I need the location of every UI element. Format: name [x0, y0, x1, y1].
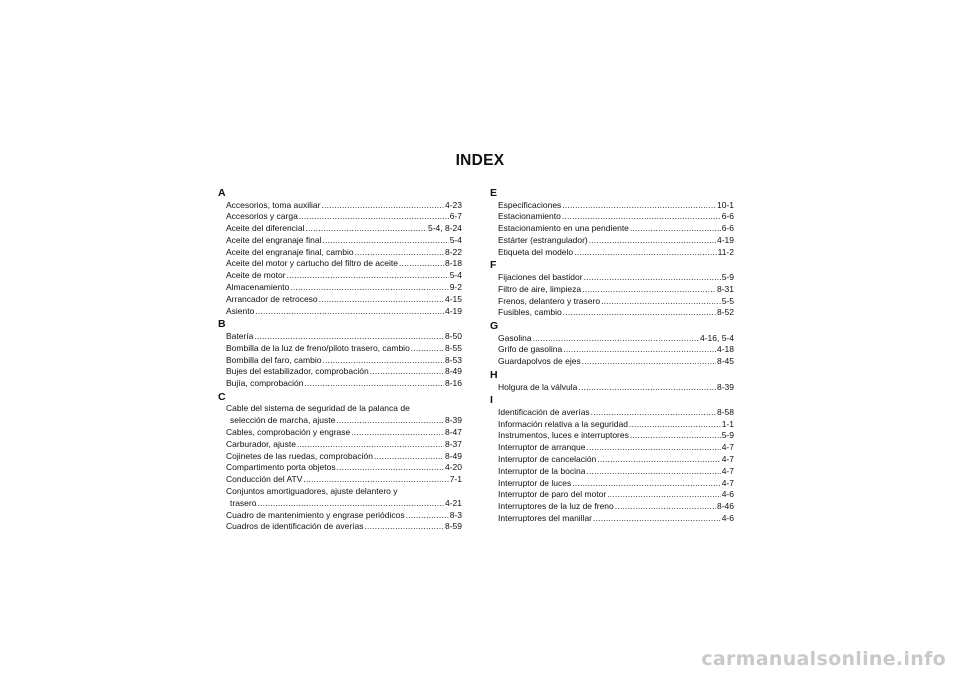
index-entry-page: 6-6	[721, 211, 734, 222]
dot-leader	[593, 513, 721, 525]
index-entry	[218, 200, 462, 212]
dot-leader	[630, 223, 721, 235]
index-entry	[218, 415, 462, 427]
index-entry-page: 8-45	[716, 356, 734, 367]
index-letter-g: G	[490, 320, 499, 333]
index-entry-page: 8-18	[444, 258, 462, 269]
index-entry	[490, 466, 734, 478]
index-entry-page: 4-19	[716, 234, 734, 245]
index-entry	[490, 333, 734, 345]
index-entry-name: Interruptor de cancelación	[498, 454, 597, 465]
index-entry-name: Bombilla del faro, cambio	[226, 354, 322, 365]
index-entry-page: 4-7	[721, 442, 734, 453]
index-entry-name: selección de marcha, ajuste	[230, 415, 336, 426]
index-entry-page: 10-1	[716, 199, 734, 210]
index-entry-page: 8-22	[444, 246, 462, 257]
dot-leader	[411, 343, 444, 355]
index-entry-page: 6-6	[721, 223, 734, 234]
dot-leader	[582, 356, 716, 368]
page-title: INDEX	[455, 152, 505, 169]
index-entry-name: Aceite del engranaje final	[226, 234, 322, 245]
dot-leader	[255, 306, 444, 318]
index-entry	[218, 306, 462, 318]
dot-leader	[321, 200, 444, 212]
index-entry-name: Etiqueta del modelo	[498, 246, 574, 257]
dot-leader	[562, 200, 716, 212]
dot-leader	[586, 442, 720, 454]
index-entry	[490, 307, 734, 319]
index-entry-name: Cuadro de mantenimiento y engrase periódicos	[226, 509, 405, 520]
dot-leader	[597, 454, 720, 466]
index-entry-page: 8-39	[444, 415, 462, 426]
index-entry-name: Aceite del diferencial	[226, 223, 305, 234]
index-entry-name: Cables, comprobación y engrase	[226, 427, 351, 438]
index-entry	[218, 247, 462, 259]
index-entry-name: Frenos, delantero y trasero	[498, 295, 601, 306]
index-entry-page: 5-9	[721, 430, 734, 441]
dot-leader	[563, 307, 716, 319]
index-entry-page: 4-6	[721, 513, 734, 524]
dot-leader	[572, 478, 720, 490]
index-entry-name: Interruptores de la luz de freno	[498, 501, 614, 512]
index-entry	[218, 270, 462, 282]
dot-leader	[254, 331, 444, 343]
index-entry-page: 8-50	[444, 330, 462, 341]
dot-leader	[629, 419, 721, 431]
index-entry-name: Gasolina	[498, 332, 532, 343]
index-entry-name: Interruptor de luces	[498, 477, 572, 488]
index-entry-page: 8-16	[444, 378, 462, 389]
index-entry	[218, 474, 462, 486]
index-entry-page: 11-2	[717, 246, 734, 257]
index-column-right	[490, 186, 734, 525]
index-entry-page: 5-5	[721, 295, 734, 306]
dot-leader	[322, 355, 444, 367]
index-entry-page: 8-53	[444, 354, 462, 365]
index-entry-name: Almacenamiento	[226, 282, 290, 293]
index-entry-name: Carburador, ajuste	[226, 438, 296, 449]
index-entry	[490, 442, 734, 454]
index-entry	[218, 378, 462, 390]
index-entry-page: 8-37	[444, 438, 462, 449]
dot-leader	[589, 235, 716, 247]
index-entry-name: Accesorios y carga	[226, 211, 298, 222]
dot-leader	[257, 498, 444, 510]
dot-leader	[533, 333, 699, 345]
dot-leader	[615, 501, 716, 513]
dot-leader	[574, 247, 716, 259]
index-entry	[490, 513, 734, 525]
index-entry-page: 5-4, 8-24	[427, 223, 462, 234]
index-entry-page: 8-3	[449, 509, 462, 520]
index-entry	[490, 382, 734, 394]
index-letter-a: A	[218, 187, 226, 199]
index-entry-name: Grifo de gasolina	[498, 344, 563, 355]
index-entry-name: Estárter (estrangulador)	[498, 234, 588, 245]
dot-leader	[351, 427, 444, 439]
index-entry-page: 8-58	[716, 406, 734, 417]
index-entry-name: Cojinetes de las ruedas, comprobación	[226, 450, 373, 461]
index-entry	[218, 282, 462, 294]
index-entry	[490, 272, 734, 284]
index-entry	[490, 284, 734, 296]
index-entry-page: 8-49	[444, 450, 462, 461]
index-entry-page: 4-7	[721, 465, 734, 476]
dot-leader	[578, 382, 716, 394]
index-entry-page: 8-39	[716, 381, 734, 392]
index-entry-name: Interruptores del manillar	[498, 513, 593, 524]
index-entry-page: 8-52	[716, 307, 734, 318]
watermark: carmanualsonline.info	[701, 648, 946, 670]
dot-leader	[584, 272, 721, 284]
dot-leader	[355, 247, 444, 259]
index-entry-name: trasero	[230, 497, 257, 508]
index-entry-name: Compartimento porta objetos	[226, 462, 336, 473]
index-entry-page: 4-20	[444, 462, 462, 473]
index-entry-page: 8-46	[716, 501, 734, 512]
dot-leader	[287, 270, 449, 282]
index-entry	[490, 430, 734, 442]
index-entry-name: Interruptor de arranque	[498, 442, 586, 453]
index-entry-page: 4-6	[721, 489, 734, 500]
index-entry	[218, 355, 462, 367]
index-entry-text: Conjuntos amortiguadores, ajuste delantero y	[226, 486, 398, 497]
index-entry-name: Aceite de motor	[226, 270, 286, 281]
index-entry-page: 4-18	[716, 344, 734, 355]
dot-leader	[303, 474, 448, 486]
dot-leader	[322, 235, 448, 247]
index-entry	[490, 501, 734, 513]
index-entry-name: Bujes del estabilizador, comprobación	[226, 366, 369, 377]
index-letter-f: F	[490, 259, 497, 272]
index-column-left	[218, 186, 462, 533]
index-letter-c: C	[218, 390, 226, 403]
index-entry-name: Guardapolvos de ejes	[498, 356, 581, 367]
index-entry	[490, 454, 734, 466]
index-entry	[490, 211, 734, 223]
dot-leader	[370, 366, 444, 378]
index-entry-name: Arrancador de retroceso	[226, 293, 318, 304]
index-entry	[490, 235, 734, 247]
dot-leader	[591, 407, 716, 419]
index-entry	[218, 343, 462, 355]
dot-leader	[630, 430, 721, 442]
index-letter-e: E	[490, 187, 498, 199]
index-entry-page: 4-21	[444, 497, 462, 508]
dot-leader	[406, 510, 449, 522]
index-entry-page: 4-23	[444, 199, 462, 210]
index-entry-name: Estacionamiento	[498, 211, 561, 222]
dot-leader	[399, 258, 444, 270]
index-entry-page: 4-7	[721, 454, 734, 465]
index-entry-name: Filtro de aire, limpieza	[498, 283, 582, 294]
index-entry-page: 8-31	[716, 283, 734, 294]
index-entry-page: 4-19	[444, 305, 462, 316]
dot-leader	[299, 211, 449, 223]
index-entry-name: Estacionamiento en una pendiente	[498, 223, 629, 234]
index-entry-name: Especificaciones	[498, 199, 562, 210]
dot-leader	[305, 378, 444, 390]
index-entry-name: Fijaciones del bastidor	[498, 271, 583, 282]
index-entry-name: Instrumentos, luces e interruptores	[498, 430, 629, 441]
index-entry-page: 5-4	[449, 234, 462, 245]
index-entry	[490, 356, 734, 368]
dot-leader	[336, 415, 444, 427]
index-entry-page: 4-16, 5-4	[699, 332, 734, 343]
index-entry-name: Fusibles, cambio	[498, 307, 562, 318]
dot-leader	[607, 489, 721, 501]
index-entry-page: 8-49	[444, 366, 462, 377]
index-entry	[218, 211, 462, 223]
index-entry	[490, 344, 734, 356]
index-entry	[218, 510, 462, 522]
index-entry-page: 8-59	[444, 521, 462, 532]
index-entry	[218, 521, 462, 533]
index-entry-name: Aceite del motor y cartucho del filtro de aceite	[226, 258, 398, 269]
index-entry-name: Asiento	[226, 305, 255, 316]
index-entry	[490, 247, 734, 259]
dot-leader	[365, 521, 444, 533]
dot-leader	[374, 451, 444, 463]
dot-leader	[562, 211, 721, 223]
index-entry-page: 7-1	[449, 474, 462, 485]
dot-leader	[337, 462, 444, 474]
index-entry	[218, 235, 462, 247]
index-entry-name: Interruptor de la bocina	[498, 465, 586, 476]
index-entry-name: Bombilla de la luz de freno/piloto trasero, cambio	[226, 342, 410, 353]
index-letter-i: I	[490, 394, 493, 407]
index-entry-page: 6-7	[449, 211, 462, 222]
index-entry-name: Bujía, comprobación	[226, 378, 304, 389]
index-entry	[490, 419, 734, 431]
dot-leader	[586, 466, 720, 478]
index-entry-name: Accesorios, toma auxiliar	[226, 199, 321, 210]
index-entry-name: Interruptor de paro del motor	[498, 489, 607, 500]
index-entry	[490, 407, 734, 419]
dot-leader	[290, 282, 448, 294]
index-entry	[218, 331, 462, 343]
index-entry-name: Batería	[226, 330, 254, 341]
index-letter-b: B	[218, 318, 226, 331]
index-entry-name: Aceite del engranaje final, cambio	[226, 246, 354, 257]
dot-leader	[305, 223, 427, 235]
dot-leader	[601, 296, 721, 308]
index-entry-page: 8-55	[444, 342, 462, 353]
index-entry	[218, 451, 462, 463]
index-entry	[490, 489, 734, 501]
index-entry-name: Conducción del ATV	[226, 474, 303, 485]
index-entry-name: Cuadros de identificación de averías	[226, 521, 364, 532]
index-entry-page: 5-4	[449, 270, 462, 281]
index-entry	[490, 200, 734, 212]
index-entry-name: Información relativa a la seguridad	[498, 418, 628, 429]
index-entry-name: Identificación de averías	[498, 406, 590, 417]
index-entry-page: 5-9	[721, 271, 734, 282]
dot-leader	[297, 439, 444, 451]
index-entry-page: 4-7	[721, 477, 734, 488]
index-entry	[490, 296, 734, 308]
index-letter-h: H	[490, 369, 498, 382]
index-entry-page: 8-47	[444, 427, 462, 438]
index-entry	[218, 462, 462, 474]
index-entry-name: Holgura de la válvula	[498, 381, 578, 392]
index-entry-page: 1-1	[721, 418, 734, 429]
index-entry	[490, 478, 734, 490]
index-entry-text: Cable del sistema de seguridad de la palanca de	[226, 403, 410, 414]
index-entry-page: 4-15	[444, 293, 462, 304]
index-entry	[218, 258, 462, 270]
index-entry	[218, 439, 462, 451]
index-entry	[218, 366, 462, 378]
index-entry	[218, 498, 462, 510]
dot-leader	[563, 344, 716, 356]
index-entry	[218, 294, 462, 306]
index-entry	[490, 223, 734, 235]
dot-leader	[319, 294, 444, 306]
dot-leader	[582, 284, 716, 296]
index-entry	[218, 427, 462, 439]
index-entry	[218, 223, 462, 235]
index-entry-page: 9-2	[449, 282, 462, 293]
